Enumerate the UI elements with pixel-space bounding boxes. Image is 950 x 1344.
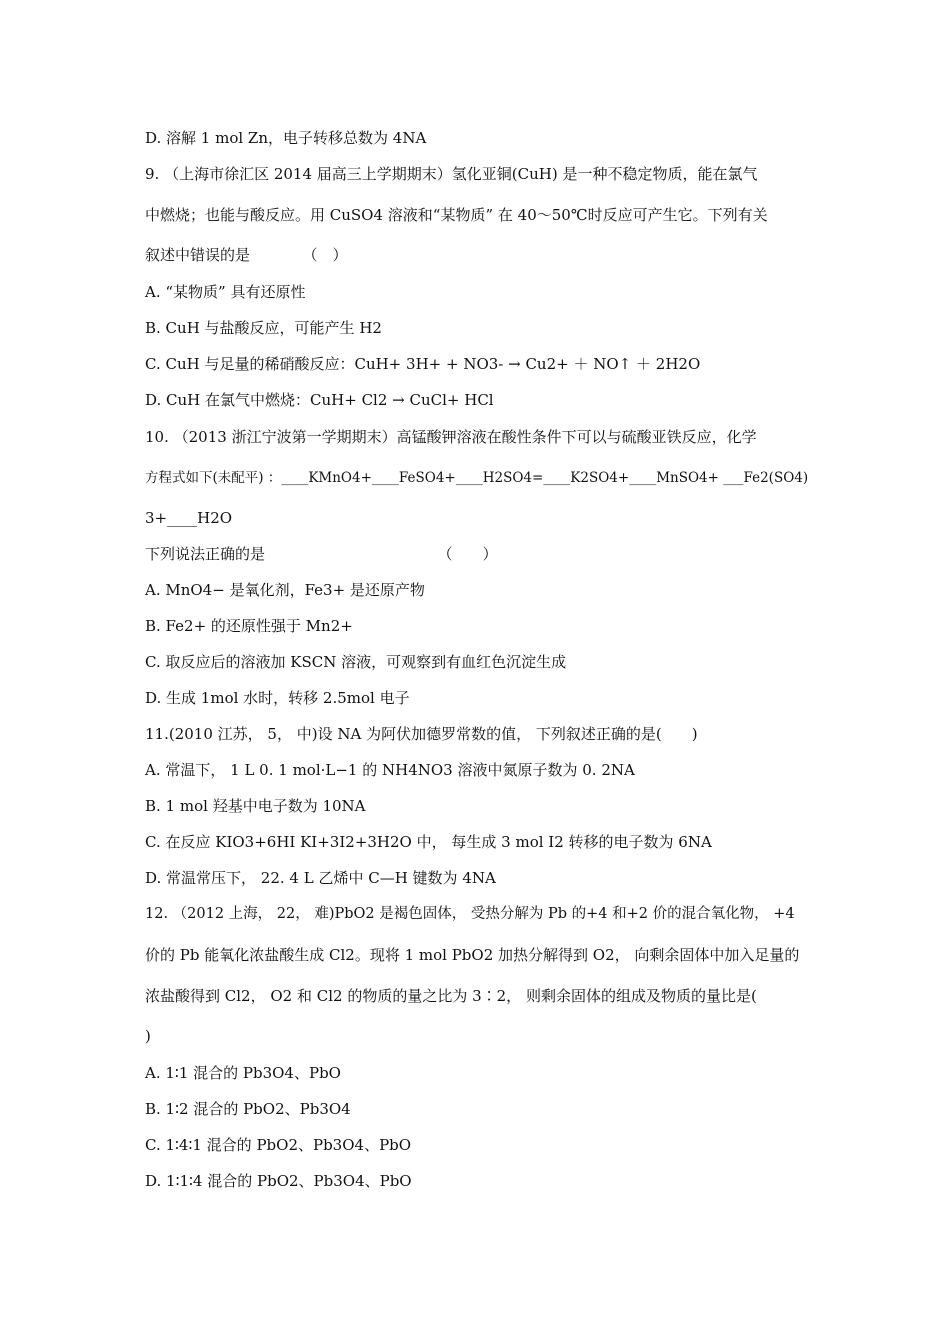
q12-option-d: D. 1∶1∶4 混合的 PbO2、Pb3O4、PbO (145, 1172, 412, 1190)
q9-stem-line3: 叙述中错误的是 （ ） (145, 246, 348, 264)
q12-stem-line2: 价的 Pb 能氧化浓盐酸生成 Cl2。现将 1 mol PbO2 加热分解得到 O2， 向剩余固体中加入足量的 (145, 946, 800, 964)
q9-stem-line2: 中燃烧；也能与酸反应。用 CuSO4 溶液和“某物质” 在 40～50℃时反应可产生它。下列有关 (145, 206, 768, 224)
q11-option-c: C. 在反应 KIO3+6HI KI+3I2+3H2O 中， 每生成 3 mol I2 转移的电子数为 6NA (145, 833, 712, 851)
q11-stem: 11.(2010 江苏， 5， 中)设 NA 为阿伏加德罗常数的值， 下列叙述正确的是( ) (145, 725, 698, 743)
q8-option-d: D. 溶解 1 mol Zn，电子转移总数为 4NA (145, 129, 427, 147)
q9-option-b: B. CuH 与盐酸反应，可能产生 H2 (145, 319, 382, 337)
q11-option-d: D. 常温常压下， 22. 4 L 乙烯中 C—H 键数为 4NA (145, 869, 496, 887)
q9-option-a: A. “某物质” 具有还原性 (145, 283, 306, 301)
q12-option-b: B. 1∶2 混合的 PbO2、Pb3O4 (145, 1100, 351, 1118)
q12-stem-line1: 12. （2012 上海， 22， 难)PbO2 是褐色固体， 受热分解为 Pb 的+4 和+2 价的混合氧化物， +4 (145, 906, 795, 922)
q11-option-a: A. 常温下， 1 L 0. 1 mol·L−1 的 NH4NO3 溶液中氮原子数为 0. 2NA (145, 761, 635, 779)
q9-option-d: D. CuH 在氯气中燃烧：CuH+ Cl2 → CuCl+ HCl (145, 391, 494, 409)
q9-option-c: C. CuH 与足量的稀硝酸反应：CuH+ 3H+ + NO3- → Cu2+ ＋ NO↑ ＋ 2H2O (145, 355, 701, 373)
q10-stem-line1: 10. （2013 浙江宁波第一学期期末）高锰酸钾溶液在酸性条件下可以与硫酸亚铁反应，化学 (145, 428, 757, 446)
q12-stem-line4: ) (145, 1027, 151, 1045)
q12-option-c: C. 1∶4∶1 混合的 PbO2、Pb3O4、PbO (145, 1136, 412, 1154)
q12-stem-line3: 浓盐酸得到 Cl2， O2 和 Cl2 的物质的量之比为 3∶2， 则剩余固体的组成及物质的量比是( (145, 987, 757, 1005)
q10-stem-line2: 方程式如下(未配平) ：____KMnO4+____FeSO4+____H2SO4=____K2SO4+____MnSO4+ ___Fe2(SO4) (145, 470, 809, 486)
q9-stem-line1: 9. （上海市徐汇区 2014 届高三上学期期末）氢化亚铜(CuH) 是一种不稳定物质，能在氯气 (145, 165, 758, 183)
q10-stem-line4: 下列说法正确的是 （ ） (145, 545, 498, 563)
q10-stem-line3: 3+____H2O (145, 509, 233, 527)
q12-option-a: A. 1∶1 混合的 Pb3O4、PbO (145, 1064, 341, 1082)
q10-option-a: A. MnO4− 是氧化剂，Fe3+ 是还原产物 (145, 581, 425, 599)
q10-option-c: C. 取反应后的溶液加 KSCN 溶液，可观察到有血红色沉淀生成 (145, 653, 567, 671)
q10-option-d: D. 生成 1mol 水时，转移 2.5mol 电子 (145, 689, 410, 707)
q11-option-b: B. 1 mol 羟基中电子数为 10NA (145, 797, 366, 815)
q10-option-b: B. Fe2+ 的还原性强于 Mn2+ (145, 617, 353, 635)
